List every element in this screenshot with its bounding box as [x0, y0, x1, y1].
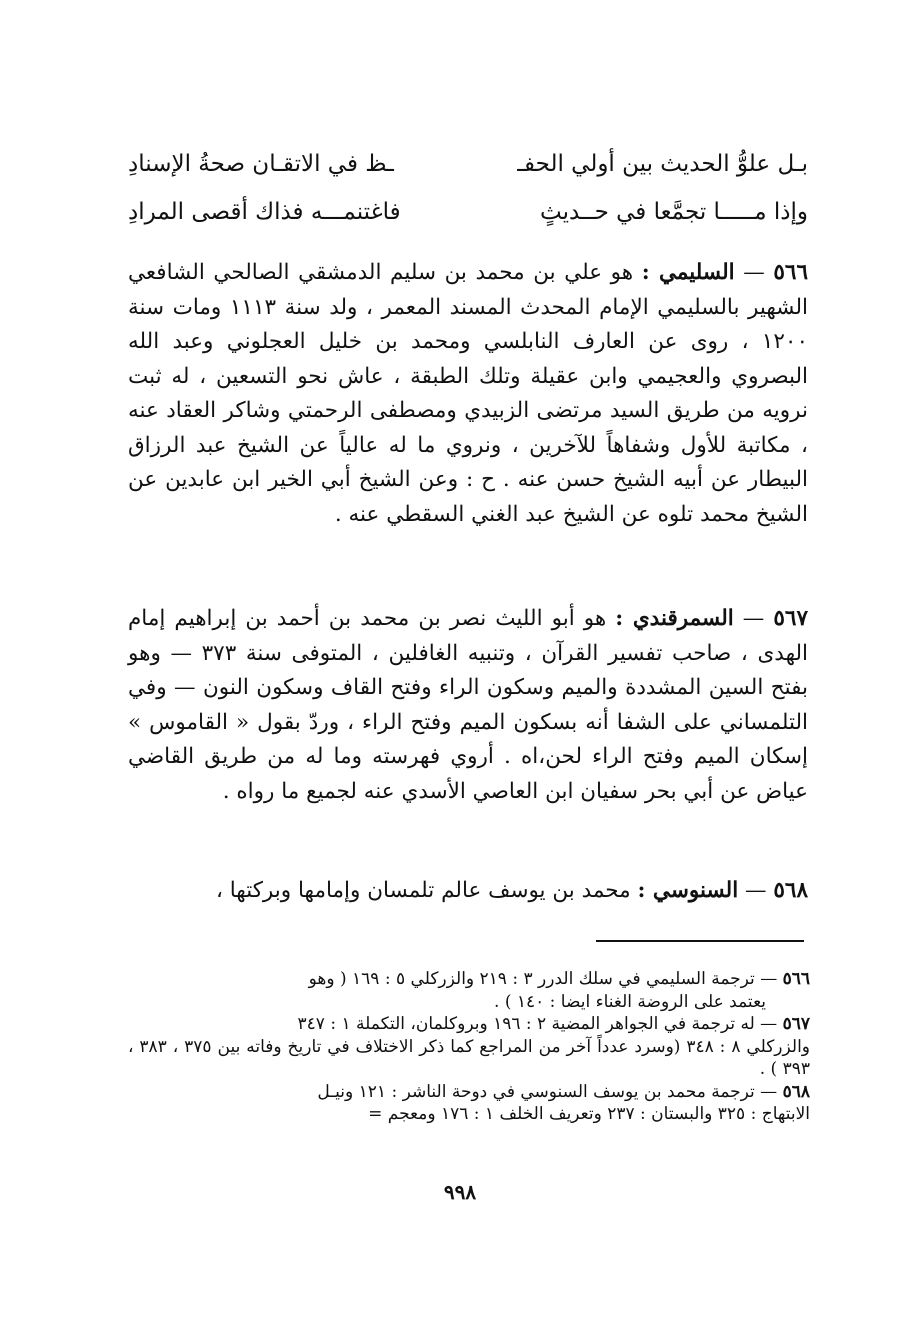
entry-number: ٥٦٧ [773, 606, 808, 631]
footnote-566 [128, 968, 810, 991]
footnote-continuation: الابتهاج : ٣٢٥ والبستان : ٢٣٧ وتعريف الخلف ١ : ١٧٦ ومعجم = [368, 1104, 810, 1124]
entry-separator: — [734, 260, 774, 285]
verse-line [128, 140, 808, 188]
verse-line [128, 188, 808, 236]
footnote-567 [128, 1013, 810, 1036]
entry-text: هو أبو الليث نصر بن محمد بن أحمد بن إبراهيم إمام الهدى ، صاحب تفسير القرآن ، وتنبيه الغافلين ، المتوفى سنة ٣٧٣ — وهو بفتح السين المشددة والميم وسكون الراء وفتح القاف وسكون النون — وفي التلمساني على الشفا أنه بسكون الميم وفتح الراء ، وردّ بقول « القاموس » إسكان الميم وفتح الراء لحن،اه . أروي فهرسته وما له من طريق القاضي عياض عن أبي بحر سفيان ابن العاصي الأسدي عنه لجميع ما رواه . [128, 606, 808, 804]
hemistich: بـل علوُّ الحديث بين أولي الحفـ [517, 151, 808, 177]
entry-567 [128, 602, 808, 809]
hemistich: وإذا مـــــا تجمَّعا في حــديثٍ [540, 199, 808, 225]
entry-name: السمرقندي : [615, 606, 734, 631]
poetry-verse [128, 140, 808, 236]
entry-text: محمد بن يوسف عالم تلمسان وإمامها وبركتها ، [215, 878, 638, 903]
entry-name: السليمي : [641, 260, 735, 285]
footnote-divider [596, 940, 804, 942]
footnote-568 [128, 1081, 810, 1104]
entry-568 [128, 874, 808, 909]
footnote-continuation: والزركلي ٨ : ٣٤٨ (وسرد عدداً آخر من المراجع كما ذكر الاختلاف في تاريخ وفاته بين ٣٧٥ ، ٣٨٣ ، ٣٩٣ ) . [128, 1036, 811, 1079]
footnote-number: ٥٦٦ [782, 969, 810, 989]
entry-number: ٥٦٨ [773, 878, 808, 903]
footnote-text: — ترجمة محمد بن يوسف السنوسي في دوحة الناشر : ١٢١ ونيـل [317, 1081, 783, 1102]
footnote-number: ٥٦٨ [782, 1081, 810, 1102]
footnote-number: ٥٦٧ [782, 1014, 810, 1034]
footnote-continuation: يعتمد على الروضة الغناء ايضا : ١٤٠ ) . [494, 991, 766, 1012]
footnotes [128, 968, 810, 1126]
hemistich: فاغتنمـــه فذاك أقصى المرادِ [128, 199, 401, 225]
entry-number: ٥٦٦ [773, 260, 808, 285]
hemistich: ـظ في الاتقـان صحةُ الإسنادِ [128, 151, 394, 177]
entry-separator: — [738, 878, 774, 903]
entry-name: السنوسي : [637, 878, 739, 903]
entry-text: هو علي بن محمد بن سليم الدمشقي الصالحي الشافعي الشهير بالسليمي الإمام المحدث المسند المعمر ، ولد سنة ١١١٣ ومات سنة ١٢٠٠ ، روى عن العارف النابلسي ومحمد بن خليل العجلوني وعبد الله البصروي والعجيمي وابن عقيلة وتلك الطبقة ، عاش نحو التسعين ، له ثبت نرويه من طريق السيد مرتضى الزبيدي ومصطفى الرحمتي وشاكر العقاد عنه ، مكاتبة للأول وشفاهاً للآخرين ، ونروي ما له عالياً عن الشيخ عبد الرزاق البيطار عن أبيه الشيخ حسن عنه . ح : وعن الشيخ أبي الخير ابن عابدين عن الشيخ محمد تلوه عن الشيخ عبد الغني السقطي عنه . [128, 260, 808, 527]
entry-566 [128, 256, 808, 532]
page-number: ٩٩٨ [443, 1180, 477, 1204]
entry-separator: — [733, 606, 774, 631]
footnote-text: — ترجمة السليمي في سلك الدرر ٣ : ٢١٩ والزركلي ٥ : ١٦٩ ( وهو [308, 969, 783, 989]
footnote-text: — له ترجمة في الجواهر المضية ٢ : ١٩٦ وبروكلمان، التكملة ١ : ٣٤٧ [297, 1014, 783, 1034]
